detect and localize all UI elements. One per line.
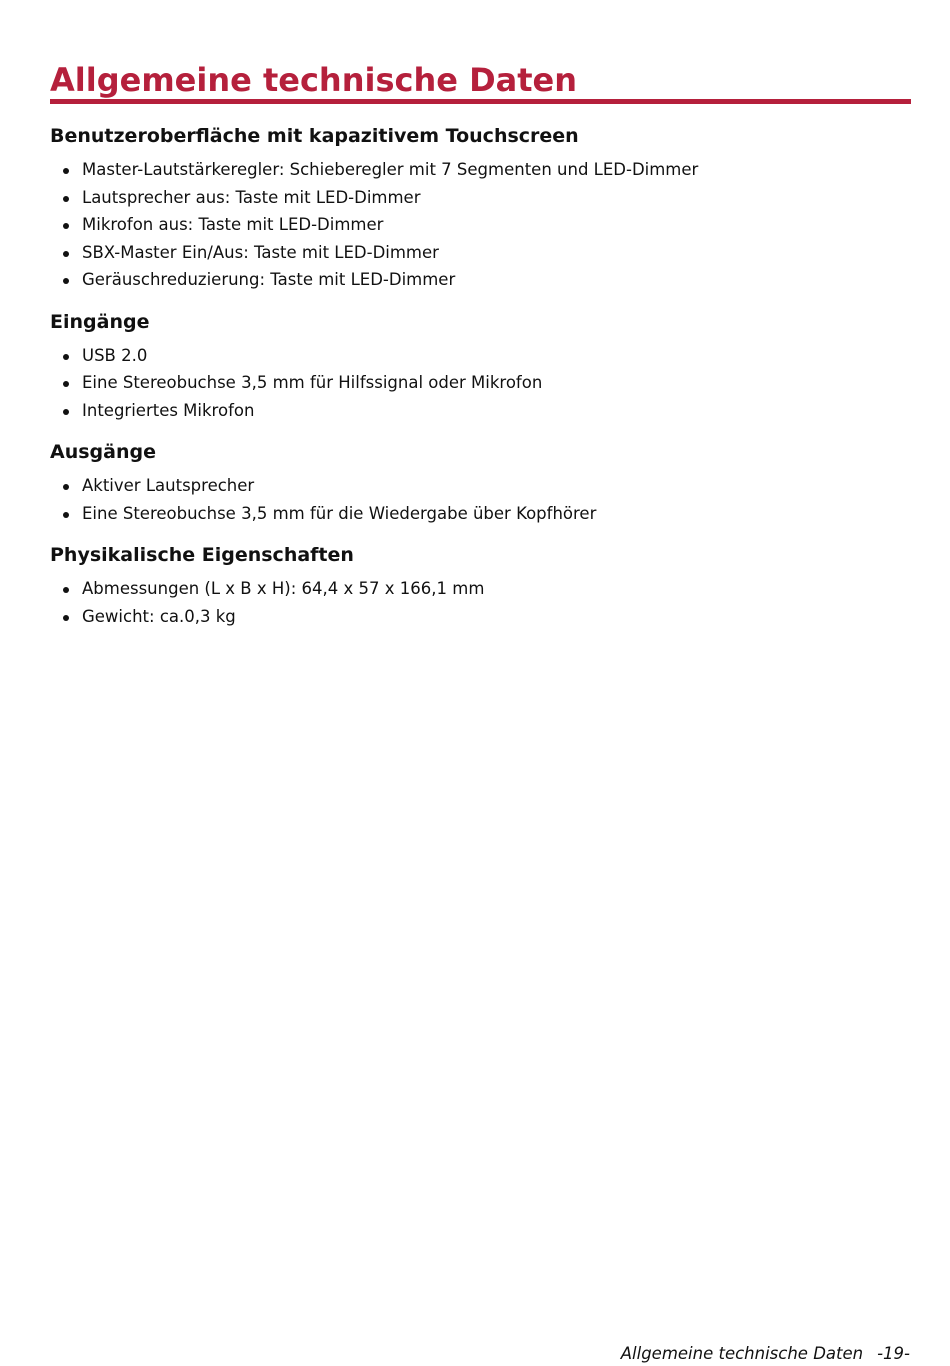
list-item-text: Eine Stereobuchse 3,5 mm für die Wiedergabe über Kopfhörer [82, 503, 597, 523]
list-item [50, 156, 910, 184]
bullet-icon [63, 484, 69, 490]
bullet-icon [63, 587, 69, 593]
bullet-icon [63, 512, 69, 518]
list-item-text: Aktiver Lautsprecher [82, 476, 255, 495]
bullet-icon [63, 615, 69, 621]
bullet-icon [63, 196, 69, 202]
page-number: -19- [877, 1344, 910, 1363]
bullet-icon [63, 354, 69, 360]
list-item-text: Lautsprecher aus: Taste mit LED-Dimmer [82, 187, 421, 207]
bullet-icon [63, 251, 69, 257]
list-item-text: SBX-Master Ein/Aus: Taste mit LED-Dimmer [82, 242, 439, 262]
list-item [50, 211, 910, 239]
page-title: Allgemeine technische Daten [50, 61, 578, 99]
bullet-icon [63, 409, 69, 415]
section-outputs [50, 438, 910, 527]
list-item-text: Abmessungen (L x B x H): 64,4 x 57 x 166,1 mm [82, 579, 485, 598]
section-touchscreen [50, 122, 910, 294]
section-inputs [50, 308, 910, 425]
content [50, 122, 910, 644]
list-item [50, 342, 910, 370]
section-heading: Ausgänge [50, 441, 156, 463]
list-item-text: Eine Stereobuchse 3,5 mm für Hilfssignal oder Mikrofon [82, 373, 543, 392]
list-item-text: Gewicht: ca.0,3 kg [82, 606, 236, 626]
section-physical [50, 541, 910, 630]
bullet-list [50, 472, 910, 527]
list-item [50, 397, 910, 425]
bullet-icon [63, 168, 69, 174]
bullet-icon [63, 381, 69, 387]
list-item [50, 184, 910, 212]
list-item [50, 575, 910, 603]
title-underline [50, 99, 911, 104]
list-item-text: Mikrofon aus: Taste mit LED-Dimmer [82, 215, 384, 234]
list-item-text: Integriertes Mikrofon [82, 400, 255, 420]
list-item-text: Geräuschreduzierung: Taste mit LED-Dimmer [82, 270, 456, 289]
bullet-list [50, 342, 910, 425]
bullet-icon [63, 223, 69, 229]
list-item [50, 472, 910, 500]
list-item [50, 369, 910, 397]
section-heading: Physikalische Eigenschaften [50, 544, 354, 566]
bullet-icon [63, 278, 69, 284]
bullet-list [50, 156, 910, 294]
page-footer [621, 1343, 910, 1365]
list-item-text: Master-Lautstärkeregler: Schieberegler mit 7 Segmenten und LED-Dimmer [82, 160, 699, 179]
list-item-text: USB 2.0 [82, 345, 148, 365]
list-item [50, 500, 910, 528]
section-heading: Eingänge [50, 310, 150, 333]
bullet-list [50, 575, 910, 630]
list-item [50, 603, 910, 631]
list-item [50, 239, 910, 267]
footer-title: Allgemeine technische Daten [620, 1344, 864, 1363]
list-item [50, 266, 910, 294]
section-heading: Benutzeroberfläche mit kapazitivem Touchscreen [50, 125, 579, 147]
